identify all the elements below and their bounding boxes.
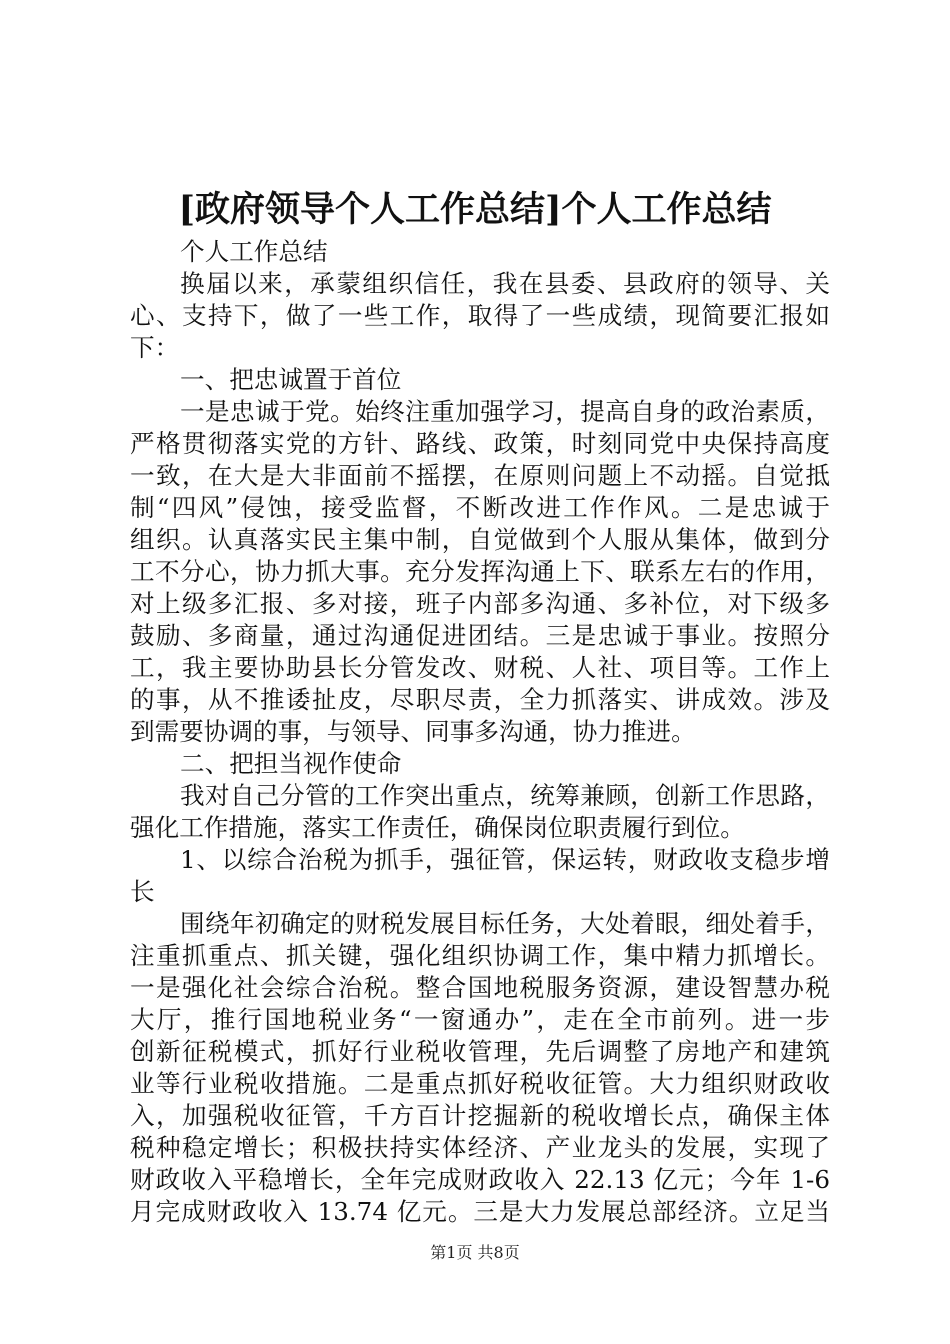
text-line: 到需要协调的事，与领导、同事多沟通，协力推进。 (130, 717, 696, 746)
text-line: 鼓励、多商量，通过沟通促进团结。三是忠诚于事业。按照分 (130, 621, 830, 650)
text-line: 下： (130, 333, 180, 362)
text-line: 对上级多汇报、多对接，班子内部多沟通、多补位，对下级多 (130, 589, 830, 618)
text-line: 长 (130, 877, 155, 906)
document-title: [政府领导个人工作总结]个人工作总结 (178, 189, 772, 230)
text-line: 围绕年初确定的财税发展目标任务，大处着眼，细处着手， (180, 909, 830, 938)
text-line: 一致，在大是大非面前不摇摆，在原则问题上不动摇。自觉抵 (130, 461, 830, 490)
text-line: 一、把忠诚置于首位 (180, 365, 402, 394)
text-line: 组织。认真落实民主集中制，自觉做到个人服从集体，做到分 (130, 525, 830, 554)
text-line: 一是忠诚于党。始终注重加强学习，提高自身的政治素质， (180, 397, 830, 426)
text-line: 业等行业税收措施。二是重点抓好税收征管。大力组织财政收 (130, 1069, 830, 1098)
text-line: 二、把担当视作使命 (180, 749, 402, 778)
text-line: 制“四风”侵蚀，接受监督，不断改进工作作风。二是忠诚于 (130, 493, 830, 522)
text-line: 注重抓重点、抓关键，强化组织协调工作，集中精力抓增长。 (130, 941, 830, 970)
text-line: 入，加强税收征管，千方百计挖掘新的税收增长点，确保主体 (130, 1101, 830, 1130)
text-line: 财政收入平稳增长，全年完成财政收入 22.13 亿元；今年 1-6 (130, 1165, 830, 1194)
document-body (130, 236, 830, 1228)
text-line: 月完成财政收入 13.74 亿元。三是大力发展总部经济。立足当 (130, 1197, 830, 1226)
text-line: 心、支持下，做了一些工作，取得了一些成绩，现简要汇报如 (130, 301, 830, 330)
text-line: 工不分心，协力抓大事。充分发挥沟通上下、联系左右的作用， (130, 557, 830, 586)
page-footer: 第1页 共8页 (430, 1243, 520, 1262)
text-line: 税种稳定增长；积极扶持实体经济、产业龙头的发展，实现了 (130, 1133, 830, 1162)
text-line: 工，我主要协助县长分管发改、财税、人社、项目等。工作上 (130, 653, 830, 682)
text-line: 1、以综合治税为抓手，强征管，保运转，财政收支稳步增 (180, 845, 830, 874)
text-line: 大厅，推行国地税业务“一窗通办”，走在全市前列。进一步 (130, 1005, 830, 1034)
text-line: 严格贯彻落实党的方针、路线、政策，时刻同党中央保持高度 (130, 429, 830, 458)
text-line: 创新征税模式，抓好行业税收管理，先后调整了房地产和建筑 (130, 1037, 830, 1066)
text-line: 换届以来，承蒙组织信任，我在县委、县政府的领导、关 (180, 269, 830, 298)
text-line: 个人工作总结 (180, 237, 328, 266)
text-line: 的事，从不推诿扯皮，尽职尽责，全力抓落实、讲成效。涉及 (130, 685, 830, 714)
text-line: 强化工作措施，落实工作责任，确保岗位职责履行到位。 (130, 813, 745, 842)
text-line: 我对自己分管的工作突出重点，统筹兼顾，创新工作思路， (180, 781, 830, 810)
text-line: 一是强化社会综合治税。整合国地税服务资源，建设智慧办税 (130, 973, 830, 1002)
